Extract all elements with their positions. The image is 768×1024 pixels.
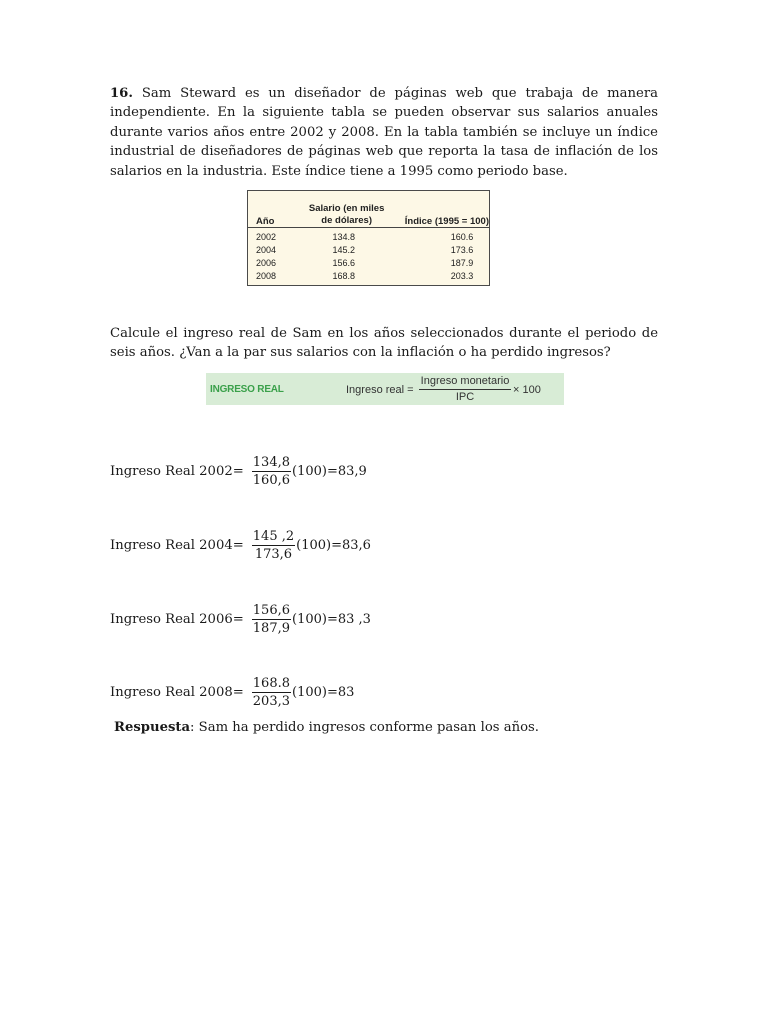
formula-rhs: × 100 [513, 384, 541, 396]
calculation-row [110, 672, 354, 712]
calculation-fraction [252, 675, 291, 710]
calculation-result: (100)=83,9 [292, 463, 367, 479]
calculation-label: Ingreso Real 2004= [110, 537, 244, 553]
table-cell-index: 187.9 [450, 258, 474, 268]
answer-label: Respuesta [114, 720, 191, 735]
table-cell-index: 160.6 [450, 232, 474, 242]
table-cell-index: 203.3 [450, 271, 474, 281]
fraction-denominator: 160,6 [252, 472, 290, 488]
table-cell-salary: 156.6 [332, 258, 356, 268]
table-row [248, 244, 489, 257]
salary-index-table [247, 190, 490, 286]
answer-text: : Sam ha perdido ingresos conforme pasan los años. [190, 720, 539, 735]
fraction-denominator: 187,9 [252, 620, 290, 636]
table-header-salary: Salario (en miles de dólares) [308, 203, 385, 226]
problem-number: 16. [110, 86, 133, 101]
table-cell-year: 2004 [256, 245, 277, 255]
table-row [248, 270, 489, 283]
fraction-numerator: 134,8 [252, 454, 290, 470]
table-cell-index: 173.6 [450, 245, 474, 255]
fraction-numerator: 156,6 [252, 602, 290, 618]
fraction-denominator: 203,3 [252, 693, 290, 709]
formula-lhs: Ingreso real = [346, 384, 414, 396]
table-cell-year: 2006 [256, 258, 277, 268]
calculation-label: Ingreso Real 2008= [110, 684, 244, 700]
calculation-row [110, 599, 371, 639]
table-header-index: Índice (1995 = 100) [404, 216, 489, 227]
table-cell-salary: 134.8 [332, 232, 356, 242]
fraction-bar [419, 389, 511, 390]
calculation-fraction [252, 454, 291, 489]
table-header-year: Año [256, 216, 275, 227]
table-cell-salary: 145.2 [332, 245, 356, 255]
formula-label: INGRESO REAL [210, 384, 284, 395]
calculation-result: (100)=83,6 [296, 537, 371, 553]
table-cell-salary: 168.8 [332, 271, 356, 281]
calculation-row [110, 525, 371, 565]
real-income-formula [206, 373, 564, 405]
table-cell-year: 2008 [256, 271, 277, 281]
calculation-result: (100)=83 ,3 [292, 611, 371, 627]
formula-denominator: IPC [455, 391, 475, 403]
calculation-label: Ingreso Real 2006= [110, 611, 244, 627]
fraction-numerator: 145 ,2 [252, 528, 295, 544]
calculation-fraction [252, 528, 295, 563]
answer-line [114, 720, 539, 735]
table-row [248, 257, 489, 270]
table-row [248, 228, 489, 245]
table-cell-year: 2002 [256, 232, 277, 242]
problem-statement [110, 84, 658, 181]
calculation-result: (100)=83 [292, 684, 355, 700]
fraction-denominator: 173,6 [254, 546, 293, 562]
formula-fraction [419, 375, 511, 404]
problem-text: Sam Steward es un diseñador de páginas web que trabaja de manera independiente. En la siguiente tabla se pueden observar sus salarios anuales durante varios años entre 2002 y 2008. En la tabla también se incluye un índice industrial de diseñadores de páginas web que reporta la tasa de inflación de los salarios en la industria. Este índice tiene a 1995 como periodo base. [110, 86, 658, 179]
formula-numerator: Ingreso monetario [420, 375, 510, 387]
calculation-label: Ingreso Real 2002= [110, 463, 244, 479]
fraction-numerator: 168.8 [252, 675, 290, 691]
question-text: Calcule el ingreso real de Sam en los años seleccionados durante el periodo de seis años. ¿Van a la par sus salarios con la inflación o ha perdido ingresos? [110, 326, 658, 361]
calculation-row [110, 451, 367, 491]
calculation-fraction [252, 602, 291, 637]
